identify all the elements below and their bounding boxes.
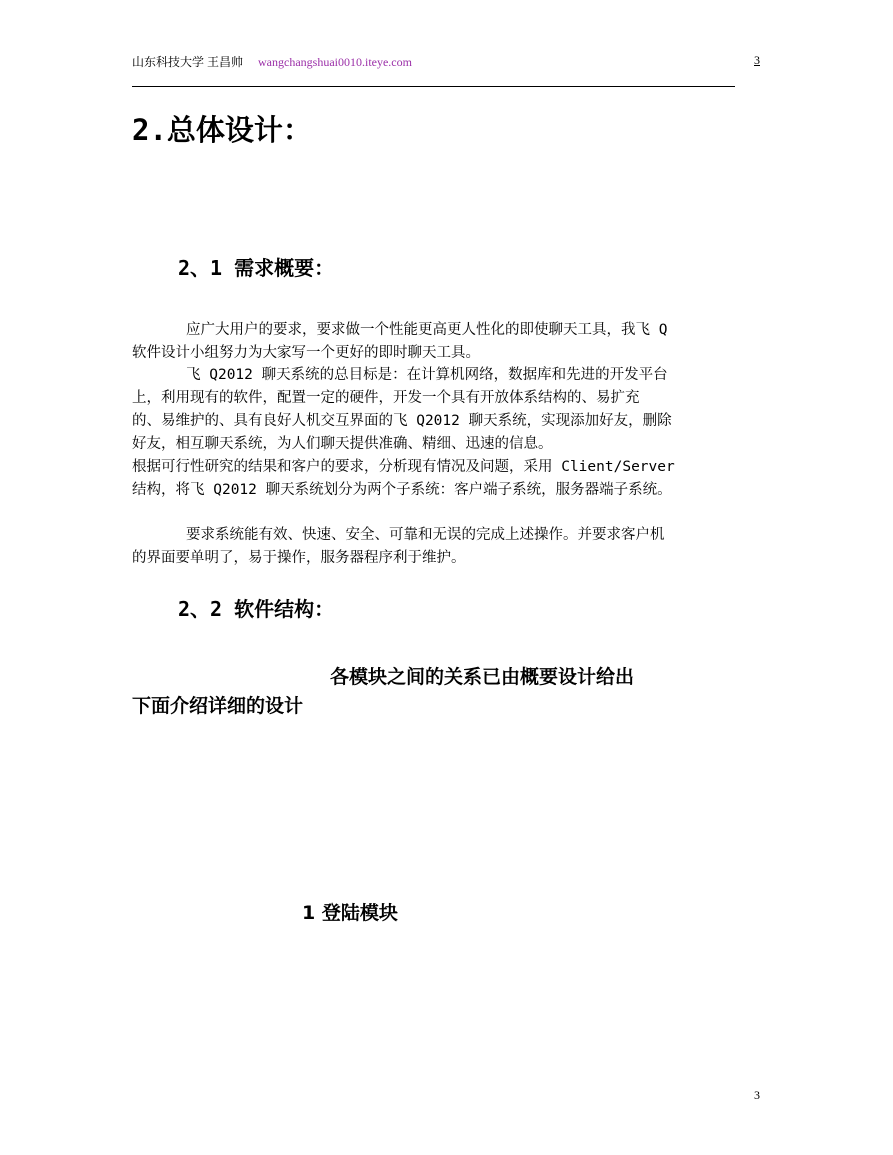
detail-intro: 下面介绍详细的设计 <box>132 695 304 717</box>
header-author: 山东科技大学 王昌帅 <box>132 55 244 69</box>
paragraph-intro <box>132 319 762 365</box>
paragraph-architecture <box>132 456 762 502</box>
paragraph-requirements <box>132 524 762 570</box>
paragraph-line: 好友，相互聊天系统，为人们聊天提供准确、精细、迅速的信息。 <box>132 436 553 452</box>
paragraph-line: 软件设计小组努力为大家写一个更好的即时聊天工具。 <box>132 345 480 361</box>
paragraph-line: 应广大用户的要求，要求做一个性能更高更人性化的即使聊天工具，我飞 Q <box>186 322 668 338</box>
paragraph-line: 的、易维护的、具有良好人机交互界面的飞 Q2012 聊天系统，实现添加好友，删除 <box>132 413 672 429</box>
running-header <box>132 53 412 70</box>
paragraph-line: 要求系统能有效、快速、安全、可靠和无误的完成上述操作。并要求客户机 <box>186 527 665 543</box>
header-url-link[interactable]: wangchangshuai0010.iteye.com <box>258 55 412 69</box>
paragraph-line: 的界面要单明了，易于操作，服务器程序利于维护。 <box>132 550 466 566</box>
header-divider <box>132 86 735 87</box>
paragraph-line: 结构，将飞 Q2012 聊天系统划分为两个子系统：客户端子系统，服务器端子系统。 <box>132 482 672 498</box>
paragraph-line: 根据可行性研究的结果和客户的要求，分析现有情况及问题，采用 Client/Server <box>132 459 675 475</box>
header-page-number: 3 <box>754 53 760 67</box>
section-title: 2.总体设计： <box>132 113 312 147</box>
subsection-title-structure: 2、2 软件结构： <box>178 597 335 621</box>
module-title-login: 1 登陆模块 <box>302 902 398 924</box>
paragraph-line: 上，利用现有的软件，配置一定的硬件，开发一个具有开放体系结构的、易扩充 <box>132 390 640 406</box>
structure-note: 各模块之间的关系已由概要设计给出 <box>330 666 635 688</box>
paragraph-goal <box>132 364 762 456</box>
footer-page-number: 3 <box>754 1088 760 1102</box>
subsection-title-requirements: 2、1 需求概要： <box>178 256 335 280</box>
paragraph-line: 飞 Q2012 聊天系统的总目标是：在计算机网络，数据库和先进的开发平台 <box>186 367 668 383</box>
